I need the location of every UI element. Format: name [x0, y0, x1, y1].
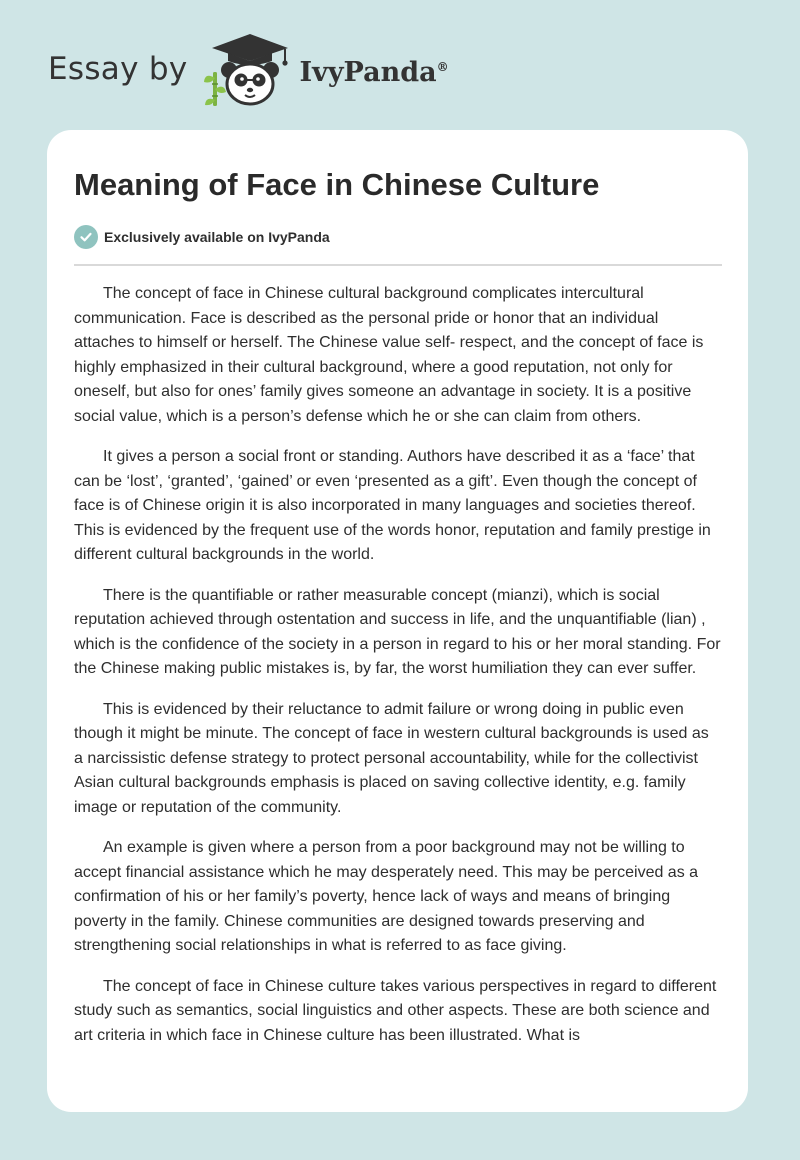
panda-graduate-icon[interactable] [202, 28, 298, 110]
divider [74, 264, 722, 266]
availability-text: Exclusively available on IvyPanda [104, 229, 330, 245]
availability-note [74, 224, 722, 250]
essay-paragraph: The concept of face in Chinese cultural background complicates intercultural communication. Face is described as the personal pride or honor that an individual attaches to himself or herself. The Chinese value self- respect, and the concept of face is highly emphasized in their cultural background, where a good reputation, not only for oneself, but also for ones’ family gives someone an advantage in society. It is a positive social value, which is a person’s defense which he or she can claim from others. [74, 285, 704, 425]
essay-body [74, 282, 722, 1048]
essay-paragraph: This is evidenced by their reluctance to admit failure or wrong doing in public even though it might be minute. The concept of face in western cultural backgrounds is used as a narcissistic defense strategy to protect personal accountability, while for the collectivist Asian cultural backgrounds emphasis is placed on saving collective identity, e.g. family image or reputation of the community. [74, 700, 709, 816]
essay-title: Meaning of Face in Chinese Culture [74, 167, 600, 202]
essay-paragraph: The concept of face in Chinese culture takes various perspectives in regard to different study such as semantics, social linguistics and other aspects. These are both science and art criteria in which face in Chinese culture has been illustrated. What is [74, 977, 717, 1044]
essay-card [47, 130, 748, 1112]
brand-name-text: IvyPanda [299, 56, 437, 88]
essay-paragraph: It gives a person a social front or standing. Authors have described it as a ‘face’ that can be ‘lost’, ‘granted’, ‘gained’ or even ‘presented as a gift’. Even though the concept of face is of Chinese origin it is also incorporated in many languages and societies thereof. This is evidenced by the frequent use of the words honor, reputation and family prestige in different cultural backgrounds in the world. [74, 448, 711, 563]
registered-mark: ® [436, 59, 449, 74]
brand-name[interactable] [300, 57, 449, 88]
site-header [48, 28, 449, 110]
essay-paragraph: An example is given where a person from a poor background may not be willing to accept financial assistance which he may desperately need. This may be perceived as a confirmation of his or her family’s poverty, hence lack of ways and means of bringing poverty in the family. Chinese communities are designed towards preserving and strengthening social relationships in what is referred to as face giving. [74, 839, 699, 954]
essay-paragraph: There is the quantifiable or rather measurable concept (mianzi), which is social reputation achieved through ostentation and success in life, and the unquantifiable (lian) , which is the confidence of the society in a person in regard to his or her moral standing. For the Chinese making public mistakes is, by far, the worst humiliation they can ever suffer. [74, 586, 721, 677]
check-circle-icon [74, 225, 98, 249]
essay-by-label: Essay by [48, 51, 188, 87]
